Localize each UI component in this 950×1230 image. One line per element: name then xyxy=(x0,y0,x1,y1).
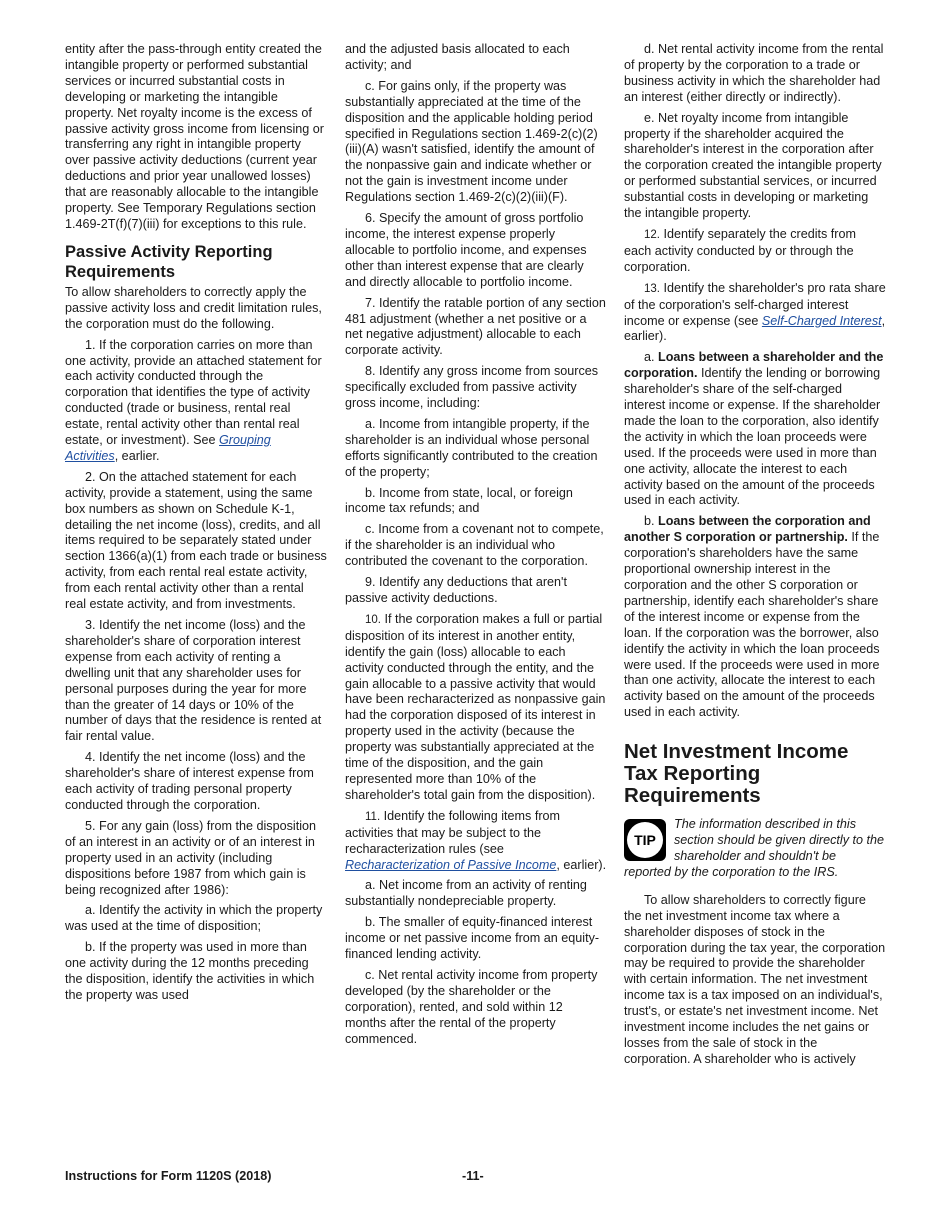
item-number: 10. xyxy=(365,613,381,626)
list-item: 6. Specify the amount of gross portfolio income, the interest expense properly allocable to portfolio income, and expenses other than interest expense that are clearly and directly allocable to portfolio income. xyxy=(345,211,587,289)
column-middle xyxy=(345,42,607,1052)
page-number: -11- xyxy=(462,1169,484,1183)
item-letter: b. xyxy=(85,940,96,955)
list-item: 7. Identify the ratable portion of any section 481 adjustment (whether a net positive or a net negative adjustment) allocable to each corporate activity. xyxy=(345,295,606,358)
paragraph: To allow shareholders to correctly figure the net investment income tax where a shareholder disposes of stock in the corporation during the tax year, the corporation may be required to provide the shareholder with certain information. The net investment income tax is a tax imposed on an individual's, trust's, or estate's net investment income. Net investment income includes the net gains or losses from the sale of stock in the corporation. A shareholder who is actively xyxy=(624,892,886,1066)
sub-item: c. For gains only, if the property was substantially appreciated at the time of the disposition and the applicable holding period specified in Regulations section 1.469-2(c)(2)(iii)(A) wasn't satisfied, identify the amount of the nonpassive gain and indicate whether or not the gain is investment income under Regulations section 1.469-2(c)(2)(iii)(F). xyxy=(345,78,598,205)
list-item: 9. Identify any deductions that aren't passive activity deductions. xyxy=(345,575,567,605)
item-number: 7. xyxy=(365,295,376,310)
list-item: 13. Identify the shareholder's pro rata share of the corporation's self-charged interest income or expense (see Self-Charged Interest, earlier). xyxy=(624,280,886,344)
list-item: 11. Identify the following items from activities that may be subject to the recharacterization rules (see Recharacterization of Passive Income, earlier). xyxy=(345,808,607,872)
paragraph: and the adjusted basis allocated to each activity; and xyxy=(345,42,570,72)
item-number: 2. xyxy=(85,469,96,484)
sub-item: b. The smaller of equity-financed interest income or net passive income from an equity-financed lending activity. xyxy=(345,915,600,962)
sub-item: e. Net royalty income from intangible property if the shareholder acquired the shareholder's interest in the corporation after the corporation created the intangible property or performed substantial services, or incurred substantial costs in developing or marketing the intangible property. xyxy=(624,110,882,221)
item-letter: a. xyxy=(85,903,96,918)
sub-item: a. Identify the activity in which the property was used at the time of disposition; xyxy=(65,903,323,934)
item-letter: a. xyxy=(365,878,376,893)
footer-form-title: Instructions for Form 1120S (2018) xyxy=(65,1169,272,1183)
column-left xyxy=(65,42,327,1009)
item-letter: a. xyxy=(644,350,655,365)
tip-text: The information described in this section should be given directly to the shareholder and shouldn't be reported by the corporation to the IRS. xyxy=(624,817,885,879)
item-letter: c. xyxy=(365,522,375,537)
column-right xyxy=(624,42,886,1073)
tip-icon: TIP xyxy=(624,819,666,861)
self-charged-interest-link[interactable]: Self-Charged Interest xyxy=(761,313,882,328)
sub-item: d. Net rental activity income from the rental of property by the corporation to a trade or business activity in which the shareholder had an interest (either directly or indirectly). xyxy=(624,42,884,104)
item-number: 13. xyxy=(644,282,660,295)
list-item: 1. If the corporation carries on more than one activity, provide an attached statement for each activity conducted through the corporation that identifies the type of activity conducted (trade or business, rental real estate, rental activity other than rental real estate, or investment). See Grouping Activities, earlier. xyxy=(65,337,322,463)
item-number: 6. xyxy=(365,211,376,226)
item-number: 4. xyxy=(85,750,96,765)
item-number: 5. xyxy=(85,818,96,833)
item-number: 12. xyxy=(644,228,660,241)
grouping-activities-link[interactable]: Grouping Activities xyxy=(65,433,271,463)
list-item: 5. For any gain (loss) from the disposition of an interest in an activity or of an interest in property used in an activity (including dispositions before 1987 from which gain is being recognized after 1986): xyxy=(65,818,316,897)
list-item: 8. Identify any gross income from sources specifically excluded from passive activity gross income, including: xyxy=(345,364,599,411)
item-letter: c. xyxy=(365,78,375,93)
list-item: 2. On the attached statement for each activity, provide a statement, using the same box numbers as shown on Schedule K-1, detailing the net income (loss), credits, and all items required to be separately stated under section 1366(a)(1) from each trade or business activity, from each rental real estate activity, from each rental activity other than a rental real estate activity, and from investments. xyxy=(65,469,327,612)
sub-item: a. Income from intangible property, if the shareholder is an individual whose personal efforts significantly contributed to the creation of the property; xyxy=(345,416,598,479)
recharacterization-link[interactable]: Recharacterization of Passive Income xyxy=(345,857,557,872)
sub-item: b. Loans between the corporation and another S corporation or partnership. If the corporation's shareholders have the same proportional ownership interest in the corporation and the other S corporation or partnership, identify each shareholder's share of the interest income or expense from the loan. If the corporation was the borrower, also identify the activity in which the loan proceeds were used. If the proceeds were used in more than one activity, allocate the interest to each activity based on the amount of the proceeds used in each activity. xyxy=(624,514,880,720)
item-number: 11. xyxy=(365,810,381,823)
sub-item: c. Net rental activity income from property developed (by the shareholder or the corporation), rented, and sold within 12 months after the rental of the property commenced. xyxy=(345,967,598,1046)
list-item: 4. Identify the net income (loss) and the shareholder's share of interest expense from each activity of trading personal property conducted through the corporation. xyxy=(65,750,314,812)
item-letter: c. xyxy=(365,967,375,982)
item-letter: b. xyxy=(365,915,376,930)
item-letter: b. xyxy=(365,485,376,500)
item-number: 8. xyxy=(365,364,376,379)
sub-item: a. Net income from an activity of renting substantially nondepreciable property. xyxy=(345,878,587,909)
paragraph: entity after the pass-through entity created the intangible property or performed substantial services or incurred substantial costs in developing or marketing the intangible property. Net royalty income is the excess of passive activity gross income from licensing or transferring any right in intangible property over passive activity deductions (current year deductions and prior year unallowed losses) that are reasonably allocable to the intangible property. See Temporary Regulations section 1.469-2T(f)(7)(iii) for exceptions to this rule. xyxy=(65,42,324,231)
tip-box xyxy=(624,817,886,893)
item-letter: e. xyxy=(644,110,655,125)
item-number: 3. xyxy=(85,618,96,632)
list-item: 12. Identify separately the credits from each activity conducted by or through the corporation. xyxy=(624,226,856,274)
paragraph: To allow shareholders to correctly apply the passive activity loss and credit limitation rules, the corporation must do the following. xyxy=(65,284,322,331)
list-item: 10. If the corporation makes a full or partial disposition of its interest in another entity, identify the gain (loss) allocable to each activity conducted through the entity, and the gain allocable to a passive activity that would have been recharacterized as nonpassive gain had the corporation disposed of its interest in property used in the activity (because the property was substantially appreciated at the time of the disposition, and the gain represented more than 10% of the shareholder's total gain from the disposition). xyxy=(345,611,606,802)
item-letter: a. xyxy=(365,416,376,431)
sub-item: b. Income from state, local, or foreign income tax refunds; and xyxy=(345,485,573,516)
sub-item: c. Income from a covenant not to compete, if the shareholder is an individual who contributed the covenant to the corporation. xyxy=(345,522,604,569)
item-letter: b. xyxy=(644,514,655,529)
item-number: 1. xyxy=(85,337,96,352)
section-heading: Net Investment Income Tax Reporting Requirements xyxy=(624,740,849,808)
list-item: 3. Identify the net income (loss) and the shareholder's share of corporation interest expense from each activity of renting a dwelling unit that any shareholder uses for personal purposes during the year for more than the greater of 14 days or 10% of the number of days that the residence is rented at fair rental value. xyxy=(65,618,322,744)
sub-item: a. Loans between a shareholder and the corporation. Identify the lending or borrowing shareholder's share of the self-charged interest income or expense. If the shareholder made the loan to the corporation, also identify the activity in which the loan proceeds were used. If the proceeds were used in more than one activity, allocate the interest to each activity based on the amount of the proceeds used in each activity. xyxy=(624,350,884,508)
item-number: 9. xyxy=(365,575,376,590)
section-heading: Passive Activity Reporting Requirements xyxy=(65,242,273,281)
sub-item: b. If the property was used in more than one activity during the 12 months preceding the disposition, identify the activities in which the property was used xyxy=(65,940,315,1002)
item-letter: d. xyxy=(644,42,655,56)
